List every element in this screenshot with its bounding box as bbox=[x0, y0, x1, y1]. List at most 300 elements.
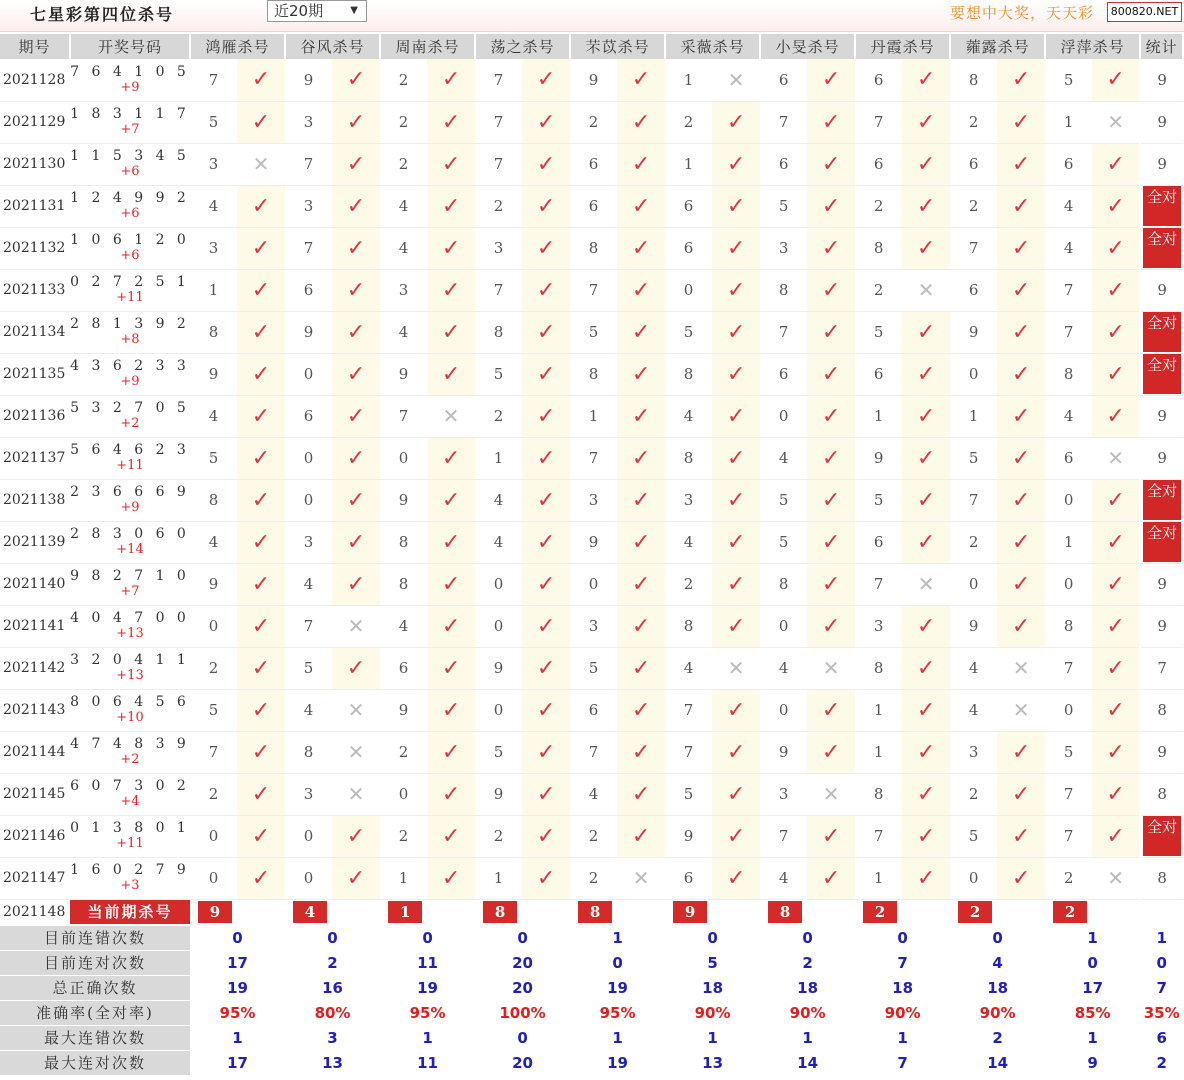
check-icon: ✓ bbox=[807, 311, 855, 353]
check-icon: ✓ bbox=[902, 101, 950, 143]
summary-value: 0 bbox=[855, 925, 950, 950]
check-icon: ✓ bbox=[617, 269, 665, 311]
summary-label: 最大连错次数 bbox=[0, 1025, 190, 1050]
check-icon: ✓ bbox=[902, 227, 950, 269]
cross-icon: ✕ bbox=[807, 773, 855, 815]
check-icon: ✓ bbox=[617, 689, 665, 731]
check-icon: ✓ bbox=[1092, 143, 1140, 185]
draw-sum: +6 bbox=[120, 248, 140, 263]
kill-digit: 6 bbox=[855, 353, 902, 395]
full-correct-badge: 全对 bbox=[1143, 228, 1181, 268]
kill-digit: 8 bbox=[855, 773, 902, 815]
kill-digit: 6 bbox=[665, 185, 712, 227]
check-icon: ✓ bbox=[237, 437, 285, 479]
draw-number bbox=[70, 731, 190, 773]
summary-value: 18 bbox=[950, 975, 1045, 1000]
check-icon: ✓ bbox=[1092, 521, 1140, 563]
issue-number: 2021129 bbox=[0, 101, 70, 143]
summary-stat: 7 bbox=[1140, 975, 1183, 1000]
check-icon: ✓ bbox=[522, 269, 570, 311]
draw-number bbox=[70, 143, 190, 185]
summary-stat: 6 bbox=[1140, 1025, 1183, 1050]
kill-digit: 7 bbox=[1045, 269, 1092, 311]
kill-digit: 7 bbox=[1045, 815, 1092, 857]
kill-digit: 2 bbox=[570, 857, 617, 899]
check-icon: ✓ bbox=[807, 269, 855, 311]
issue-number: 2021134 bbox=[0, 311, 70, 353]
draw-digits: 4 7 4 8 3 9 bbox=[70, 736, 190, 752]
kill-digit: 1 bbox=[570, 395, 617, 437]
check-icon: ✓ bbox=[522, 437, 570, 479]
kill-digit: 7 bbox=[380, 395, 427, 437]
check-icon: ✓ bbox=[332, 647, 380, 689]
full-correct-badge: 全对 bbox=[1143, 816, 1181, 856]
kill-digit: 9 bbox=[570, 59, 617, 101]
check-icon: ✓ bbox=[807, 521, 855, 563]
check-icon: ✓ bbox=[332, 185, 380, 227]
summary-value: 95% bbox=[380, 1000, 475, 1025]
issue-number: 2021138 bbox=[0, 479, 70, 521]
draw-sum: +11 bbox=[116, 290, 144, 305]
kill-digit: 5 bbox=[570, 647, 617, 689]
check-icon: ✓ bbox=[522, 815, 570, 857]
check-icon: ✓ bbox=[617, 59, 665, 101]
header-expert: 丹霞杀号 bbox=[855, 34, 950, 59]
summary-stat: 35% bbox=[1140, 1000, 1183, 1025]
kill-digit: 4 bbox=[285, 563, 332, 605]
check-icon: ✓ bbox=[997, 269, 1045, 311]
kill-digit: 9 bbox=[285, 59, 332, 101]
check-icon: ✓ bbox=[237, 857, 285, 899]
summary-stat: 2 bbox=[1140, 1050, 1183, 1075]
summary-stat: 0 bbox=[1140, 950, 1183, 975]
draw-sum: +7 bbox=[120, 584, 140, 599]
check-icon: ✓ bbox=[237, 605, 285, 647]
check-icon: ✓ bbox=[997, 143, 1045, 185]
issue-number: 2021137 bbox=[0, 437, 70, 479]
header-expert: 小旻杀号 bbox=[760, 34, 855, 59]
check-icon: ✓ bbox=[997, 311, 1045, 353]
issue-number: 2021140 bbox=[0, 563, 70, 605]
kill-digit: 2 bbox=[950, 101, 997, 143]
check-icon: ✓ bbox=[427, 479, 475, 521]
cross-icon: ✕ bbox=[1092, 857, 1140, 899]
kill-digit: 9 bbox=[380, 479, 427, 521]
kill-digit: 9 bbox=[380, 353, 427, 395]
current-kill-cell bbox=[190, 899, 285, 925]
summary-value: 2 bbox=[285, 950, 380, 975]
kill-digit: 8 bbox=[1045, 353, 1092, 395]
kill-digit: 7 bbox=[285, 227, 332, 269]
check-icon: ✓ bbox=[617, 815, 665, 857]
summary-value: 1 bbox=[570, 925, 665, 950]
check-icon: ✓ bbox=[1092, 269, 1140, 311]
table-row bbox=[0, 563, 1183, 605]
draw-sum: +11 bbox=[116, 458, 144, 473]
draw-digits: 3 2 0 4 1 1 bbox=[70, 652, 190, 668]
check-icon: ✓ bbox=[617, 731, 665, 773]
summary-value: 0 bbox=[950, 925, 1045, 950]
draw-number bbox=[70, 479, 190, 521]
draw-digits: 5 3 2 7 0 5 bbox=[70, 400, 190, 416]
kill-digit: 9 bbox=[475, 773, 522, 815]
kill-digit: 5 bbox=[950, 437, 997, 479]
draw-sum: +10 bbox=[116, 710, 144, 725]
summary-label: 最大连对次数 bbox=[0, 1050, 190, 1075]
summary-value: 3 bbox=[285, 1025, 380, 1050]
current-kill-digit: 4 bbox=[293, 901, 327, 923]
kill-digit: 7 bbox=[570, 437, 617, 479]
kill-digit: 0 bbox=[1045, 479, 1092, 521]
kill-digit: 7 bbox=[190, 731, 237, 773]
kill-digit: 4 bbox=[665, 647, 712, 689]
summary-stat: 1 bbox=[1140, 925, 1183, 950]
check-icon: ✓ bbox=[807, 143, 855, 185]
kill-digit: 7 bbox=[665, 731, 712, 773]
check-icon: ✓ bbox=[1092, 773, 1140, 815]
kill-digit: 3 bbox=[285, 521, 332, 563]
draw-sum: +8 bbox=[120, 332, 140, 347]
header-draw: 开奖号码 bbox=[70, 34, 190, 59]
kill-digit: 3 bbox=[285, 773, 332, 815]
check-icon: ✓ bbox=[902, 437, 950, 479]
summary-value: 19 bbox=[190, 975, 285, 1000]
check-icon: ✓ bbox=[712, 311, 760, 353]
current-kill-digit: 8 bbox=[578, 901, 612, 923]
check-icon: ✓ bbox=[427, 563, 475, 605]
summary-value: 1 bbox=[190, 1025, 285, 1050]
summary-value: 1 bbox=[1045, 925, 1140, 950]
site-badge[interactable]: 800820.NET bbox=[1107, 2, 1182, 22]
table-row bbox=[0, 647, 1183, 689]
draw-digits: 4 3 6 2 3 3 bbox=[70, 358, 190, 374]
slogan-text: 要想中大奖，天天彩 bbox=[950, 4, 1095, 22]
check-icon: ✓ bbox=[237, 563, 285, 605]
row-stat: 9 bbox=[1140, 101, 1183, 143]
draw-sum: +6 bbox=[120, 206, 140, 221]
current-kill-digit: 9 bbox=[198, 901, 232, 923]
check-icon: ✓ bbox=[427, 143, 475, 185]
kill-digit: 4 bbox=[950, 689, 997, 731]
draw-digits: 9 8 2 7 1 0 bbox=[70, 568, 190, 584]
summary-value: 0 bbox=[380, 925, 475, 950]
summary-row bbox=[0, 1050, 1183, 1075]
issue-number: 2021142 bbox=[0, 647, 70, 689]
full-correct-badge: 全对 bbox=[1143, 522, 1181, 562]
kill-digit: 0 bbox=[285, 479, 332, 521]
kill-digit: 2 bbox=[855, 185, 902, 227]
draw-number bbox=[70, 227, 190, 269]
kill-digit: 5 bbox=[1045, 731, 1092, 773]
check-icon: ✓ bbox=[902, 59, 950, 101]
check-icon: ✓ bbox=[427, 437, 475, 479]
kill-digit: 5 bbox=[475, 731, 522, 773]
draw-digits: 0 1 3 8 0 1 bbox=[70, 820, 190, 836]
draw-sum: +3 bbox=[120, 878, 140, 893]
kill-digit: 6 bbox=[570, 185, 617, 227]
cross-icon: ✕ bbox=[902, 269, 950, 311]
summary-value: 1 bbox=[570, 1025, 665, 1050]
draw-number bbox=[70, 101, 190, 143]
current-kill-digit: 9 bbox=[673, 901, 707, 923]
current-kill-digit: 8 bbox=[483, 901, 517, 923]
summary-value: 95% bbox=[570, 1000, 665, 1025]
check-icon: ✓ bbox=[427, 185, 475, 227]
issue-number: 2021135 bbox=[0, 353, 70, 395]
kill-digit: 2 bbox=[380, 143, 427, 185]
kill-digit: 4 bbox=[570, 773, 617, 815]
row-stat: 9 bbox=[1140, 59, 1183, 101]
header-expert: 荡之杀号 bbox=[475, 34, 570, 59]
draw-digits: 4 0 4 7 0 0 bbox=[70, 610, 190, 626]
check-icon: ✓ bbox=[522, 563, 570, 605]
check-icon: ✓ bbox=[427, 227, 475, 269]
check-icon: ✓ bbox=[427, 269, 475, 311]
check-icon: ✓ bbox=[522, 395, 570, 437]
draw-digits: 2 8 1 3 9 2 bbox=[70, 316, 190, 332]
summary-label: 准确率(全对率) bbox=[0, 1000, 190, 1025]
kill-digit: 0 bbox=[760, 395, 807, 437]
check-icon: ✓ bbox=[712, 437, 760, 479]
check-icon: ✓ bbox=[332, 563, 380, 605]
summary-value: 90% bbox=[855, 1000, 950, 1025]
check-icon: ✓ bbox=[237, 269, 285, 311]
check-icon: ✓ bbox=[807, 815, 855, 857]
summary-label: 目前连对次数 bbox=[0, 950, 190, 975]
kill-digit: 5 bbox=[570, 311, 617, 353]
kill-digit: 7 bbox=[1045, 311, 1092, 353]
check-icon: ✓ bbox=[522, 479, 570, 521]
kill-digit: 2 bbox=[190, 647, 237, 689]
summary-value: 16 bbox=[285, 975, 380, 1000]
check-icon: ✓ bbox=[712, 521, 760, 563]
current-kill-cell bbox=[760, 899, 855, 925]
check-icon: ✓ bbox=[902, 143, 950, 185]
kill-digit: 4 bbox=[760, 647, 807, 689]
check-icon: ✓ bbox=[902, 647, 950, 689]
row-stat: 9 bbox=[1140, 437, 1183, 479]
draw-digits: 7 6 4 1 0 5 bbox=[70, 63, 190, 80]
draw-digits: 2 8 3 0 6 0 bbox=[70, 526, 190, 542]
check-icon: ✓ bbox=[522, 731, 570, 773]
kill-digit: 8 bbox=[760, 269, 807, 311]
kill-digit: 8 bbox=[855, 647, 902, 689]
kill-digit: 1 bbox=[1045, 101, 1092, 143]
kill-digit: 7 bbox=[760, 101, 807, 143]
check-icon: ✓ bbox=[522, 647, 570, 689]
kill-digit: 2 bbox=[665, 563, 712, 605]
check-icon: ✓ bbox=[237, 59, 285, 101]
draw-digits: 1 2 4 9 9 2 bbox=[70, 190, 190, 206]
kill-digit: 6 bbox=[285, 269, 332, 311]
draw-digits: 1 8 3 1 1 7 bbox=[70, 106, 190, 122]
kill-digit: 5 bbox=[665, 773, 712, 815]
cross-icon: ✕ bbox=[712, 59, 760, 101]
check-icon: ✓ bbox=[712, 815, 760, 857]
table-row bbox=[0, 521, 1183, 563]
kill-digit: 5 bbox=[760, 479, 807, 521]
check-icon: ✓ bbox=[807, 437, 855, 479]
kill-digit: 8 bbox=[950, 59, 997, 101]
kill-digit: 0 bbox=[190, 857, 237, 899]
kill-digit: 2 bbox=[950, 521, 997, 563]
check-icon: ✓ bbox=[617, 185, 665, 227]
kill-digit: 2 bbox=[855, 269, 902, 311]
kill-digit: 3 bbox=[760, 227, 807, 269]
check-icon: ✓ bbox=[522, 59, 570, 101]
check-icon: ✓ bbox=[522, 773, 570, 815]
check-icon: ✓ bbox=[237, 101, 285, 143]
row-stat: 9 bbox=[1140, 143, 1183, 185]
check-icon: ✓ bbox=[427, 689, 475, 731]
check-icon: ✓ bbox=[427, 101, 475, 143]
check-icon: ✓ bbox=[332, 143, 380, 185]
issue-number: 2021146 bbox=[0, 815, 70, 857]
draw-sum: +2 bbox=[120, 752, 140, 767]
kill-digit: 1 bbox=[475, 857, 522, 899]
cross-icon: ✕ bbox=[332, 773, 380, 815]
kill-digit: 2 bbox=[665, 101, 712, 143]
kill-digit: 3 bbox=[285, 185, 332, 227]
check-icon: ✓ bbox=[1092, 731, 1140, 773]
check-icon: ✓ bbox=[1092, 605, 1140, 647]
kill-digit: 9 bbox=[855, 437, 902, 479]
summary-value: 0 bbox=[760, 925, 855, 950]
kill-digit: 1 bbox=[855, 731, 902, 773]
kill-digit: 2 bbox=[380, 59, 427, 101]
kill-digit: 7 bbox=[285, 605, 332, 647]
check-icon: ✓ bbox=[997, 479, 1045, 521]
summary-value: 18 bbox=[665, 975, 760, 1000]
check-icon: ✓ bbox=[427, 647, 475, 689]
check-icon: ✓ bbox=[902, 731, 950, 773]
row-stat bbox=[1140, 479, 1183, 521]
kill-digit: 5 bbox=[760, 185, 807, 227]
row-stat: 8 bbox=[1140, 857, 1183, 899]
kill-digit: 7 bbox=[570, 731, 617, 773]
current-kill-label: 当前期杀号 bbox=[70, 899, 190, 925]
kill-digit: 8 bbox=[760, 563, 807, 605]
table-row bbox=[0, 395, 1183, 437]
current-kill-cell bbox=[285, 899, 380, 925]
check-icon: ✓ bbox=[427, 311, 475, 353]
check-icon: ✓ bbox=[807, 101, 855, 143]
summary-value: 90% bbox=[760, 1000, 855, 1025]
kill-digit: 8 bbox=[665, 437, 712, 479]
kill-digit: 4 bbox=[380, 311, 427, 353]
cross-icon: ✕ bbox=[332, 731, 380, 773]
check-icon: ✓ bbox=[712, 353, 760, 395]
cross-icon: ✕ bbox=[902, 563, 950, 605]
summary-value: 13 bbox=[285, 1050, 380, 1075]
kill-digit: 5 bbox=[1045, 59, 1092, 101]
check-icon: ✓ bbox=[712, 395, 760, 437]
kill-digit: 8 bbox=[1045, 605, 1092, 647]
table-row bbox=[0, 59, 1183, 101]
summary-value: 17 bbox=[1045, 975, 1140, 1000]
check-icon: ✓ bbox=[522, 101, 570, 143]
kill-digit: 6 bbox=[855, 521, 902, 563]
check-icon: ✓ bbox=[237, 773, 285, 815]
row-stat: 9 bbox=[1140, 731, 1183, 773]
kill-digit: 9 bbox=[380, 689, 427, 731]
row-stat: 8 bbox=[1140, 773, 1183, 815]
kill-digit: 2 bbox=[380, 101, 427, 143]
row-stat bbox=[1140, 227, 1183, 269]
kill-digit: 0 bbox=[950, 353, 997, 395]
chevron-down-icon: ▼ bbox=[350, 5, 358, 16]
kill-digit: 3 bbox=[285, 101, 332, 143]
kill-digit: 2 bbox=[475, 395, 522, 437]
check-icon: ✓ bbox=[712, 605, 760, 647]
check-icon: ✓ bbox=[617, 647, 665, 689]
kill-digit: 0 bbox=[475, 563, 522, 605]
issue-number: 2021141 bbox=[0, 605, 70, 647]
kill-digit: 0 bbox=[1045, 563, 1092, 605]
kill-digit: 2 bbox=[950, 185, 997, 227]
kill-digit: 7 bbox=[1045, 773, 1092, 815]
check-icon: ✓ bbox=[617, 395, 665, 437]
kill-digit: 3 bbox=[950, 731, 997, 773]
draw-sum: +7 bbox=[120, 122, 140, 137]
kill-digit: 8 bbox=[285, 731, 332, 773]
summary-value: 20 bbox=[475, 975, 570, 1000]
row-stat: 9 bbox=[1140, 269, 1183, 311]
check-icon: ✓ bbox=[997, 101, 1045, 143]
check-icon: ✓ bbox=[522, 311, 570, 353]
check-icon: ✓ bbox=[1092, 353, 1140, 395]
kill-digit: 2 bbox=[570, 101, 617, 143]
summary-value: 20 bbox=[475, 950, 570, 975]
check-icon: ✓ bbox=[237, 311, 285, 353]
row-stat: 9 bbox=[1140, 563, 1183, 605]
kill-digit: 3 bbox=[570, 479, 617, 521]
period-select[interactable] bbox=[267, 0, 367, 22]
issue-number: 2021145 bbox=[0, 773, 70, 815]
draw-number bbox=[70, 311, 190, 353]
summary-row bbox=[0, 975, 1183, 1000]
kill-digit: 6 bbox=[950, 269, 997, 311]
draw-sum: +11 bbox=[116, 836, 144, 851]
check-icon: ✓ bbox=[807, 395, 855, 437]
kill-digit: 6 bbox=[1045, 143, 1092, 185]
check-icon: ✓ bbox=[712, 185, 760, 227]
kill-digit: 0 bbox=[950, 563, 997, 605]
check-icon: ✓ bbox=[712, 689, 760, 731]
kill-digit: 1 bbox=[1045, 521, 1092, 563]
current-kill-digit: 2 bbox=[863, 901, 897, 923]
kill-digit: 4 bbox=[665, 395, 712, 437]
current-kill-cell bbox=[855, 899, 950, 925]
check-icon: ✓ bbox=[807, 857, 855, 899]
summary-value: 0 bbox=[475, 925, 570, 950]
kill-digit: 3 bbox=[190, 143, 237, 185]
kill-digit: 7 bbox=[475, 269, 522, 311]
check-icon: ✓ bbox=[617, 227, 665, 269]
check-icon: ✓ bbox=[1092, 479, 1140, 521]
check-icon: ✓ bbox=[427, 857, 475, 899]
check-icon: ✓ bbox=[237, 647, 285, 689]
issue-number: 2021139 bbox=[0, 521, 70, 563]
summary-value: 90% bbox=[665, 1000, 760, 1025]
table-row bbox=[0, 857, 1183, 899]
draw-number bbox=[70, 395, 190, 437]
draw-sum: +14 bbox=[116, 542, 144, 557]
check-icon: ✓ bbox=[522, 857, 570, 899]
check-icon: ✓ bbox=[522, 227, 570, 269]
check-icon: ✓ bbox=[332, 59, 380, 101]
cross-icon: ✕ bbox=[617, 857, 665, 899]
